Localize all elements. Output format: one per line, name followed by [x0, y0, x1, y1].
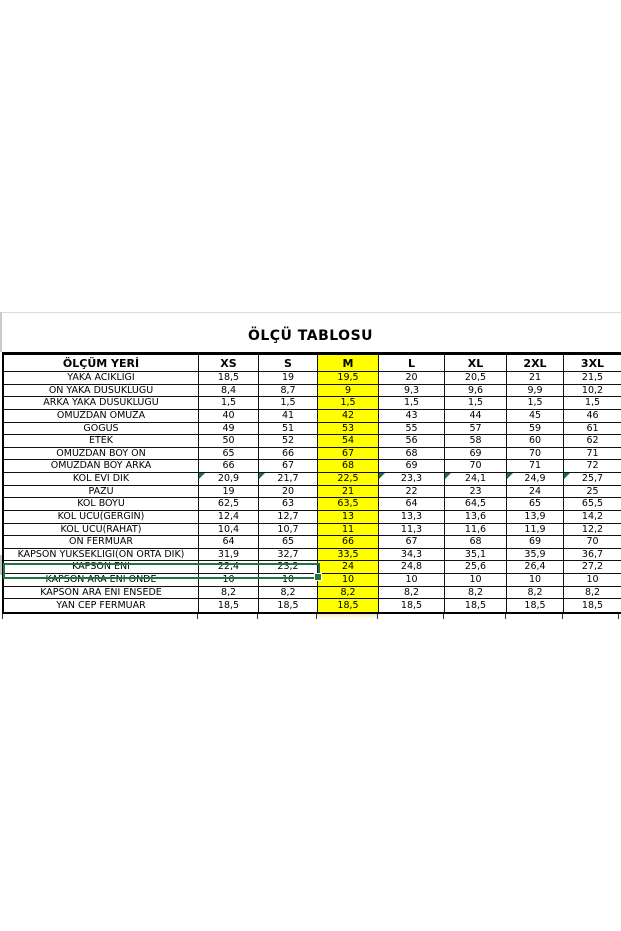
cell-XS[interactable]: 62,5 [199, 498, 259, 511]
row-label[interactable]: KAPSON ARA ENI ONDE [4, 574, 199, 587]
header-cell-label[interactable]: ÖLÇÜM YERİ [4, 355, 199, 372]
cell-S[interactable]: 10 [259, 574, 318, 587]
cell-L[interactable]: 8,2 [379, 587, 445, 600]
cell-XS[interactable]: 12,4 [199, 511, 259, 524]
cell-2XL[interactable]: 18,5 [507, 599, 564, 612]
cell-L[interactable]: 20 [379, 372, 445, 385]
cell-XL[interactable]: 25,6 [445, 561, 507, 574]
cell-2XL[interactable]: 69 [507, 536, 564, 549]
cell-3XL[interactable]: 10,2 [564, 385, 621, 398]
size-table [2, 352, 621, 614]
cell-L[interactable]: 22 [379, 486, 445, 499]
cell-L[interactable]: 67 [379, 536, 445, 549]
row-label[interactable]: ON YAKA DUSUKLUGU [4, 385, 199, 398]
grid-tick [443, 614, 444, 619]
cell-3XL[interactable]: 62 [564, 435, 621, 448]
cell-2XL[interactable]: 10 [507, 574, 564, 587]
cell-2XL[interactable]: 8,2 [507, 587, 564, 600]
cell-XS[interactable]: 1,5 [199, 397, 259, 410]
cell-M[interactable]: 53 [318, 423, 379, 436]
cell-XL[interactable]: 9,6 [445, 385, 507, 398]
cell-XL[interactable]: 11,6 [445, 524, 507, 537]
cell-XL[interactable]: 20,5 [445, 372, 507, 385]
cell-XS[interactable]: 40 [199, 410, 259, 423]
row-label[interactable]: YAN CEP FERMUAR [4, 599, 199, 612]
row-label[interactable]: ARKA YAKA DUSUKLUGU [4, 397, 199, 410]
cell-M[interactable]: 66 [318, 536, 379, 549]
cell-XL[interactable]: 10 [445, 574, 507, 587]
row-label[interactable]: PAZU [4, 486, 199, 499]
cell-3XL-error-flag[interactable]: 25,7 [564, 473, 621, 486]
cell-2XL[interactable]: 24 [507, 486, 564, 499]
grid-tick [2, 614, 3, 619]
row-label[interactable]: YAKA ACIKLIGI [4, 372, 199, 385]
cell-3XL[interactable]: 36,7 [564, 549, 621, 562]
cell-2XL[interactable]: 26,4 [507, 561, 564, 574]
cell-3XL[interactable]: 8,2 [564, 587, 621, 600]
cell-XL[interactable]: 1,5 [445, 397, 507, 410]
cell-L[interactable]: 55 [379, 423, 445, 436]
cell-M[interactable]: 8,2 [318, 587, 379, 600]
cell-2XL[interactable]: 65 [507, 498, 564, 511]
cell-2XL[interactable]: 21 [507, 372, 564, 385]
row-label[interactable]: KOL UCU(RAHAT) [4, 524, 199, 537]
cell-XS[interactable]: 19 [199, 486, 259, 499]
cell-M[interactable]: 11 [318, 524, 379, 537]
row-label[interactable]: KOL UCU(GERGIN) [4, 511, 199, 524]
cell-XL-error-flag[interactable]: 24,1 [445, 473, 507, 486]
cell-3XL[interactable]: 61 [564, 423, 621, 436]
cell-2XL-error-flag[interactable]: 24,9 [507, 473, 564, 486]
header-cell-M[interactable]: M [318, 355, 379, 372]
cell-3XL[interactable]: 10 [564, 574, 621, 587]
cell-M[interactable]: 67 [318, 448, 379, 461]
cell-3XL[interactable]: 46 [564, 410, 621, 423]
cell-XS[interactable]: 18,5 [199, 372, 259, 385]
cell-M[interactable]: 13 [318, 511, 379, 524]
cell-2XL[interactable]: 11,9 [507, 524, 564, 537]
header-cell-S[interactable]: S [259, 355, 318, 372]
cell-XL[interactable]: 68 [445, 536, 507, 549]
cell-XL[interactable]: 18,5 [445, 599, 507, 612]
cell-XS[interactable]: 18,5 [199, 599, 259, 612]
grid-tick [505, 614, 506, 619]
cell-2XL[interactable]: 60 [507, 435, 564, 448]
cell-XL[interactable]: 23 [445, 486, 507, 499]
cell-XS[interactable]: 8,2 [199, 587, 259, 600]
cell-L[interactable]: 56 [379, 435, 445, 448]
cell-L[interactable]: 69 [379, 460, 445, 473]
cell-L[interactable]: 13,3 [379, 511, 445, 524]
cell-S[interactable]: 1,5 [259, 397, 318, 410]
row-label[interactable]: ETEK [4, 435, 199, 448]
cell-L[interactable]: 24,8 [379, 561, 445, 574]
cell-S[interactable]: 51 [259, 423, 318, 436]
cell-XS[interactable]: 64 [199, 536, 259, 549]
row-label[interactable]: OMUZDAN OMUZA [4, 410, 199, 423]
cell-M[interactable]: 10 [318, 574, 379, 587]
cell-XS-error-flag[interactable]: 20,9 [199, 473, 259, 486]
cell-S[interactable]: 8,2 [259, 587, 318, 600]
cell-3XL[interactable]: 21,5 [564, 372, 621, 385]
cell-3XL[interactable]: 27,2 [564, 561, 621, 574]
cell-M[interactable]: 33,5 [318, 549, 379, 562]
header-cell-XS[interactable]: XS [199, 355, 259, 372]
cell-L[interactable]: 18,5 [379, 599, 445, 612]
cell-XS[interactable]: 65 [199, 448, 259, 461]
grid-tick [257, 614, 258, 619]
cell-2XL[interactable]: 71 [507, 460, 564, 473]
cell-3XL[interactable]: 12,2 [564, 524, 621, 537]
cell-XL[interactable]: 44 [445, 410, 507, 423]
cell-3XL[interactable]: 71 [564, 448, 621, 461]
row-label[interactable]: KAPSON ARA ENI ENSEDE [4, 587, 199, 600]
cell-XS[interactable]: 10,4 [199, 524, 259, 537]
cell-3XL[interactable]: 72 [564, 460, 621, 473]
cell-S[interactable]: 41 [259, 410, 318, 423]
cell-2XL[interactable]: 59 [507, 423, 564, 436]
cell-L[interactable]: 43 [379, 410, 445, 423]
cell-3XL[interactable]: 18,5 [564, 599, 621, 612]
grid-tick [618, 614, 619, 619]
cell-L[interactable]: 64 [379, 498, 445, 511]
sheet-edge-artifact-line [0, 312, 621, 313]
cell-L-error-flag[interactable]: 23,3 [379, 473, 445, 486]
cell-S[interactable]: 32,7 [259, 549, 318, 562]
cell-XL[interactable]: 13,6 [445, 511, 507, 524]
cell-XL[interactable]: 70 [445, 460, 507, 473]
cell-XS[interactable]: 22,4 [199, 561, 259, 574]
cell-L[interactable]: 68 [379, 448, 445, 461]
cell-XS[interactable]: 31,9 [199, 549, 259, 562]
row-label[interactable]: GOGUS [4, 423, 199, 436]
cell-3XL[interactable]: 1,5 [564, 397, 621, 410]
cell-XL[interactable]: 64,5 [445, 498, 507, 511]
cell-3XL[interactable]: 25 [564, 486, 621, 499]
cell-M[interactable]: 42 [318, 410, 379, 423]
cell-XL[interactable]: 58 [445, 435, 507, 448]
cell-S[interactable]: 52 [259, 435, 318, 448]
cell-S[interactable]: 19 [259, 372, 318, 385]
cell-M[interactable]: 21 [318, 486, 379, 499]
row-label[interactable]: OMUZDAN BOY ARKA [4, 460, 199, 473]
cell-3XL[interactable]: 70 [564, 536, 621, 549]
cell-L[interactable]: 1,5 [379, 397, 445, 410]
header-cell-3XL[interactable]: 3XL [564, 355, 621, 372]
header-cell-2XL[interactable]: 2XL [507, 355, 564, 372]
cell-M[interactable]: 18,5 [318, 599, 379, 612]
cell-S[interactable]: 10,7 [259, 524, 318, 537]
cell-S[interactable]: 65 [259, 536, 318, 549]
cell-XL[interactable]: 8,2 [445, 587, 507, 600]
cell-L[interactable]: 34,3 [379, 549, 445, 562]
row-label[interactable]: KAPSON ENI [4, 561, 199, 574]
cell-XS[interactable]: 66 [199, 460, 259, 473]
grid-tick [316, 614, 317, 619]
cell-2XL[interactable]: 70 [507, 448, 564, 461]
cell-2XL[interactable]: 45 [507, 410, 564, 423]
cell-XL[interactable]: 69 [445, 448, 507, 461]
cell-M[interactable]: 54 [318, 435, 379, 448]
cell-3XL[interactable]: 65,5 [564, 498, 621, 511]
cell-2XL[interactable]: 1,5 [507, 397, 564, 410]
cell-M[interactable]: 22,5 [318, 473, 379, 486]
row-label[interactable]: ON FERMUAR [4, 536, 199, 549]
cell-M[interactable]: 24 [318, 561, 379, 574]
cell-S[interactable]: 20 [259, 486, 318, 499]
cell-XS[interactable]: 8,4 [199, 385, 259, 398]
highlight-column-remnant [316, 614, 377, 619]
cell-S-error-flag[interactable]: 21,7 [259, 473, 318, 486]
cell-XL[interactable]: 35,1 [445, 549, 507, 562]
row-label[interactable]: KOL EVI DIK [4, 473, 199, 486]
cell-XS[interactable]: 50 [199, 435, 259, 448]
cell-XS[interactable]: 49 [199, 423, 259, 436]
cell-L[interactable]: 11,3 [379, 524, 445, 537]
table-bottom-remnant [2, 614, 619, 620]
cell-3XL[interactable]: 14,2 [564, 511, 621, 524]
cell-M[interactable]: 68 [318, 460, 379, 473]
row-label[interactable]: OMUZDAN BOY ON [4, 448, 199, 461]
grid-tick [562, 614, 563, 619]
cell-S[interactable]: 8,7 [259, 385, 318, 398]
cell-M[interactable]: 1,5 [318, 397, 379, 410]
cell-XL[interactable]: 57 [445, 423, 507, 436]
cell-2XL[interactable]: 9,9 [507, 385, 564, 398]
page-title: ÖLÇÜ TABLOSU [247, 328, 374, 344]
cell-2XL[interactable]: 13,9 [507, 511, 564, 524]
cell-M[interactable]: 19,5 [318, 372, 379, 385]
cell-M[interactable]: 63,5 [318, 498, 379, 511]
header-cell-L[interactable]: L [379, 355, 445, 372]
row-label[interactable]: KOL BOYU [4, 498, 199, 511]
grid-tick [197, 614, 198, 619]
cell-S[interactable]: 67 [259, 460, 318, 473]
cell-S[interactable]: 63 [259, 498, 318, 511]
header-cell-XL[interactable]: XL [445, 355, 507, 372]
cell-M[interactable]: 9 [318, 385, 379, 398]
cell-2XL[interactable]: 35,9 [507, 549, 564, 562]
cell-L[interactable]: 10 [379, 574, 445, 587]
cell-S[interactable]: 23,2 [259, 561, 318, 574]
cell-L[interactable]: 9,3 [379, 385, 445, 398]
cell-S[interactable]: 66 [259, 448, 318, 461]
grid-tick [377, 614, 378, 619]
row-label[interactable]: KAPSON YUKSEKLIGI(ON ORTA DIK) [4, 549, 199, 562]
cell-S[interactable]: 18,5 [259, 599, 318, 612]
cell-XS[interactable]: 10 [199, 574, 259, 587]
cell-S[interactable]: 12,7 [259, 511, 318, 524]
